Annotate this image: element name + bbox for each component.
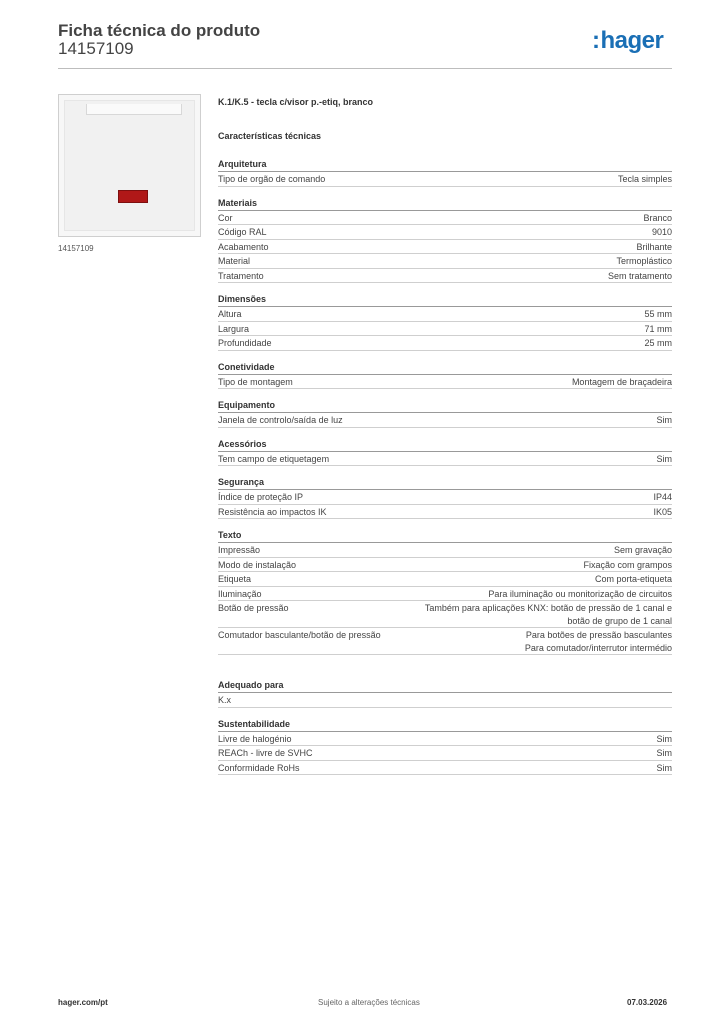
spec-row (218, 572, 672, 587)
spec-label: Índice de proteção IP (218, 492, 304, 502)
spec-row (218, 505, 672, 520)
section-title: Texto (218, 529, 672, 543)
section-adequado-para (218, 679, 672, 708)
section-title: Dimensões (218, 293, 672, 307)
spec-value: Sim (656, 762, 672, 773)
spec-label: K.x (218, 695, 232, 705)
spec-row (218, 336, 672, 351)
product-image (58, 94, 201, 237)
section-title: Materiais (218, 197, 672, 211)
spec-row (218, 490, 672, 505)
section-sustentabilidade (218, 718, 672, 776)
spec-value: Para botões de pressão basculantes Para comutador/interrutor intermédio (524, 630, 672, 653)
section-title: Conetividade (218, 361, 672, 375)
page-title: Ficha técnica do produto (58, 21, 261, 40)
spec-value: Para iluminação ou monitorização de circuitos (488, 588, 672, 599)
section-title: Acessórios (218, 438, 672, 452)
spec-label: Código RAL (218, 227, 267, 237)
spec-value: Sem tratamento (607, 270, 672, 281)
spec-row (218, 172, 672, 187)
spec-value: Sim (656, 748, 672, 758)
spec-row (218, 587, 672, 602)
spec-label: Comutador basculante/botão de pressão (218, 630, 381, 640)
spec-value: IP44 (653, 492, 672, 502)
footer-website: hager.com/pt (58, 998, 108, 1007)
spec-value: Com porta-etiqueta (594, 574, 672, 584)
spec-label: Tipo de orgão de comando (218, 174, 326, 184)
spec-label: Impressão (218, 545, 261, 555)
section-dimensoes (218, 293, 672, 351)
indicator-lamp (118, 190, 148, 203)
section-title: Equipamento (218, 399, 672, 413)
spec-label: Botão de pressão (218, 603, 289, 613)
spec-value: 25 mm (644, 338, 672, 348)
spec-label: Iluminação (218, 588, 262, 599)
spec-row (218, 746, 672, 761)
product-number: 14157109 (58, 39, 134, 58)
spec-row (218, 601, 672, 628)
spec-row (218, 732, 672, 747)
product-name: K.1/K.5 - tecla c/visor p.-etiq, branco (218, 97, 374, 107)
spec-label: Etiqueta (218, 574, 252, 584)
spec-row (218, 254, 672, 269)
section-seguranca (218, 476, 672, 519)
spec-label: Janela de controlo/saída de luz (218, 415, 343, 425)
spec-row (218, 628, 672, 655)
spec-value: 55 mm (644, 309, 672, 319)
spec-label: Cor (218, 212, 233, 223)
section-equipamento (218, 399, 672, 428)
spec-row (218, 269, 672, 284)
spec-label: Livre de halogénio (218, 733, 292, 744)
section-title: Segurança (218, 476, 672, 490)
spec-row (218, 211, 672, 226)
logo-text: hager (600, 27, 664, 54)
spec-row (218, 240, 672, 255)
spec-row (218, 307, 672, 322)
spec-label: Resistência ao impactos IK (218, 506, 327, 517)
section-arquitetura (218, 158, 672, 187)
spec-row (218, 543, 672, 558)
spec-label: Acabamento (218, 241, 269, 252)
spec-label: Material (218, 256, 251, 266)
spec-value: Sem gravação (613, 545, 672, 555)
section-title: Arquitetura (218, 158, 672, 172)
spec-value: Fixação com grampos (583, 559, 672, 570)
spec-label: REACh - livre de SVHC (218, 748, 313, 758)
spec-value: Branco (643, 212, 672, 223)
spec-heading: Características técnicas (218, 131, 322, 141)
spec-value: Sim (656, 733, 672, 744)
spec-value: Termoplástico (616, 256, 672, 266)
spec-value: Sim (656, 453, 672, 464)
spec-value: 9010 (651, 227, 672, 237)
header-divider (58, 68, 672, 69)
spec-row (218, 452, 672, 467)
footer-notice: Sujeito a alterações técnicas (318, 998, 420, 1007)
section-title: Sustentabilidade (218, 718, 672, 732)
spec-value: 71 mm (644, 323, 672, 334)
spec-row (218, 761, 672, 776)
section-conetividade (218, 361, 672, 390)
spec-row (218, 225, 672, 240)
spec-value: Tecla simples (617, 174, 672, 184)
spec-value: IK05 (653, 506, 672, 517)
switch-plate (64, 100, 195, 231)
spec-label: Tem campo de etiquetagem (218, 453, 330, 464)
image-caption: 14157109 (58, 244, 94, 253)
spec-label: Largura (218, 323, 250, 334)
section-materiais (218, 197, 672, 284)
spec-label: Profundidade (218, 338, 272, 348)
spec-value: Também para aplicações KNX: botão de pressão de 1 canal e botão de grupo de 1 canal (424, 603, 672, 626)
section-acessorios (218, 438, 672, 467)
spec-label: Altura (218, 309, 242, 319)
footer-date: 07.03.2026 (627, 998, 668, 1007)
spec-value: Sim (656, 415, 672, 425)
spec-content (218, 96, 672, 785)
hager-logo: :hager (592, 27, 664, 54)
spec-row (218, 375, 672, 390)
spec-value: Brilhante (636, 241, 672, 252)
spec-label: Modo de instalação (218, 559, 297, 570)
spec-row (218, 693, 672, 708)
section-gap (218, 665, 672, 679)
spec-row (218, 558, 672, 573)
spec-row (218, 322, 672, 337)
spec-label: Tipo de montagem (218, 376, 293, 387)
section-texto (218, 529, 672, 655)
label-visor (86, 104, 182, 115)
section-title: Adequado para (218, 679, 672, 693)
spec-row (218, 413, 672, 428)
spec-value: Montagem de braçadeira (571, 376, 672, 387)
spec-label: Tratamento (218, 270, 264, 281)
spec-label: Conformidade RoHs (218, 762, 300, 773)
